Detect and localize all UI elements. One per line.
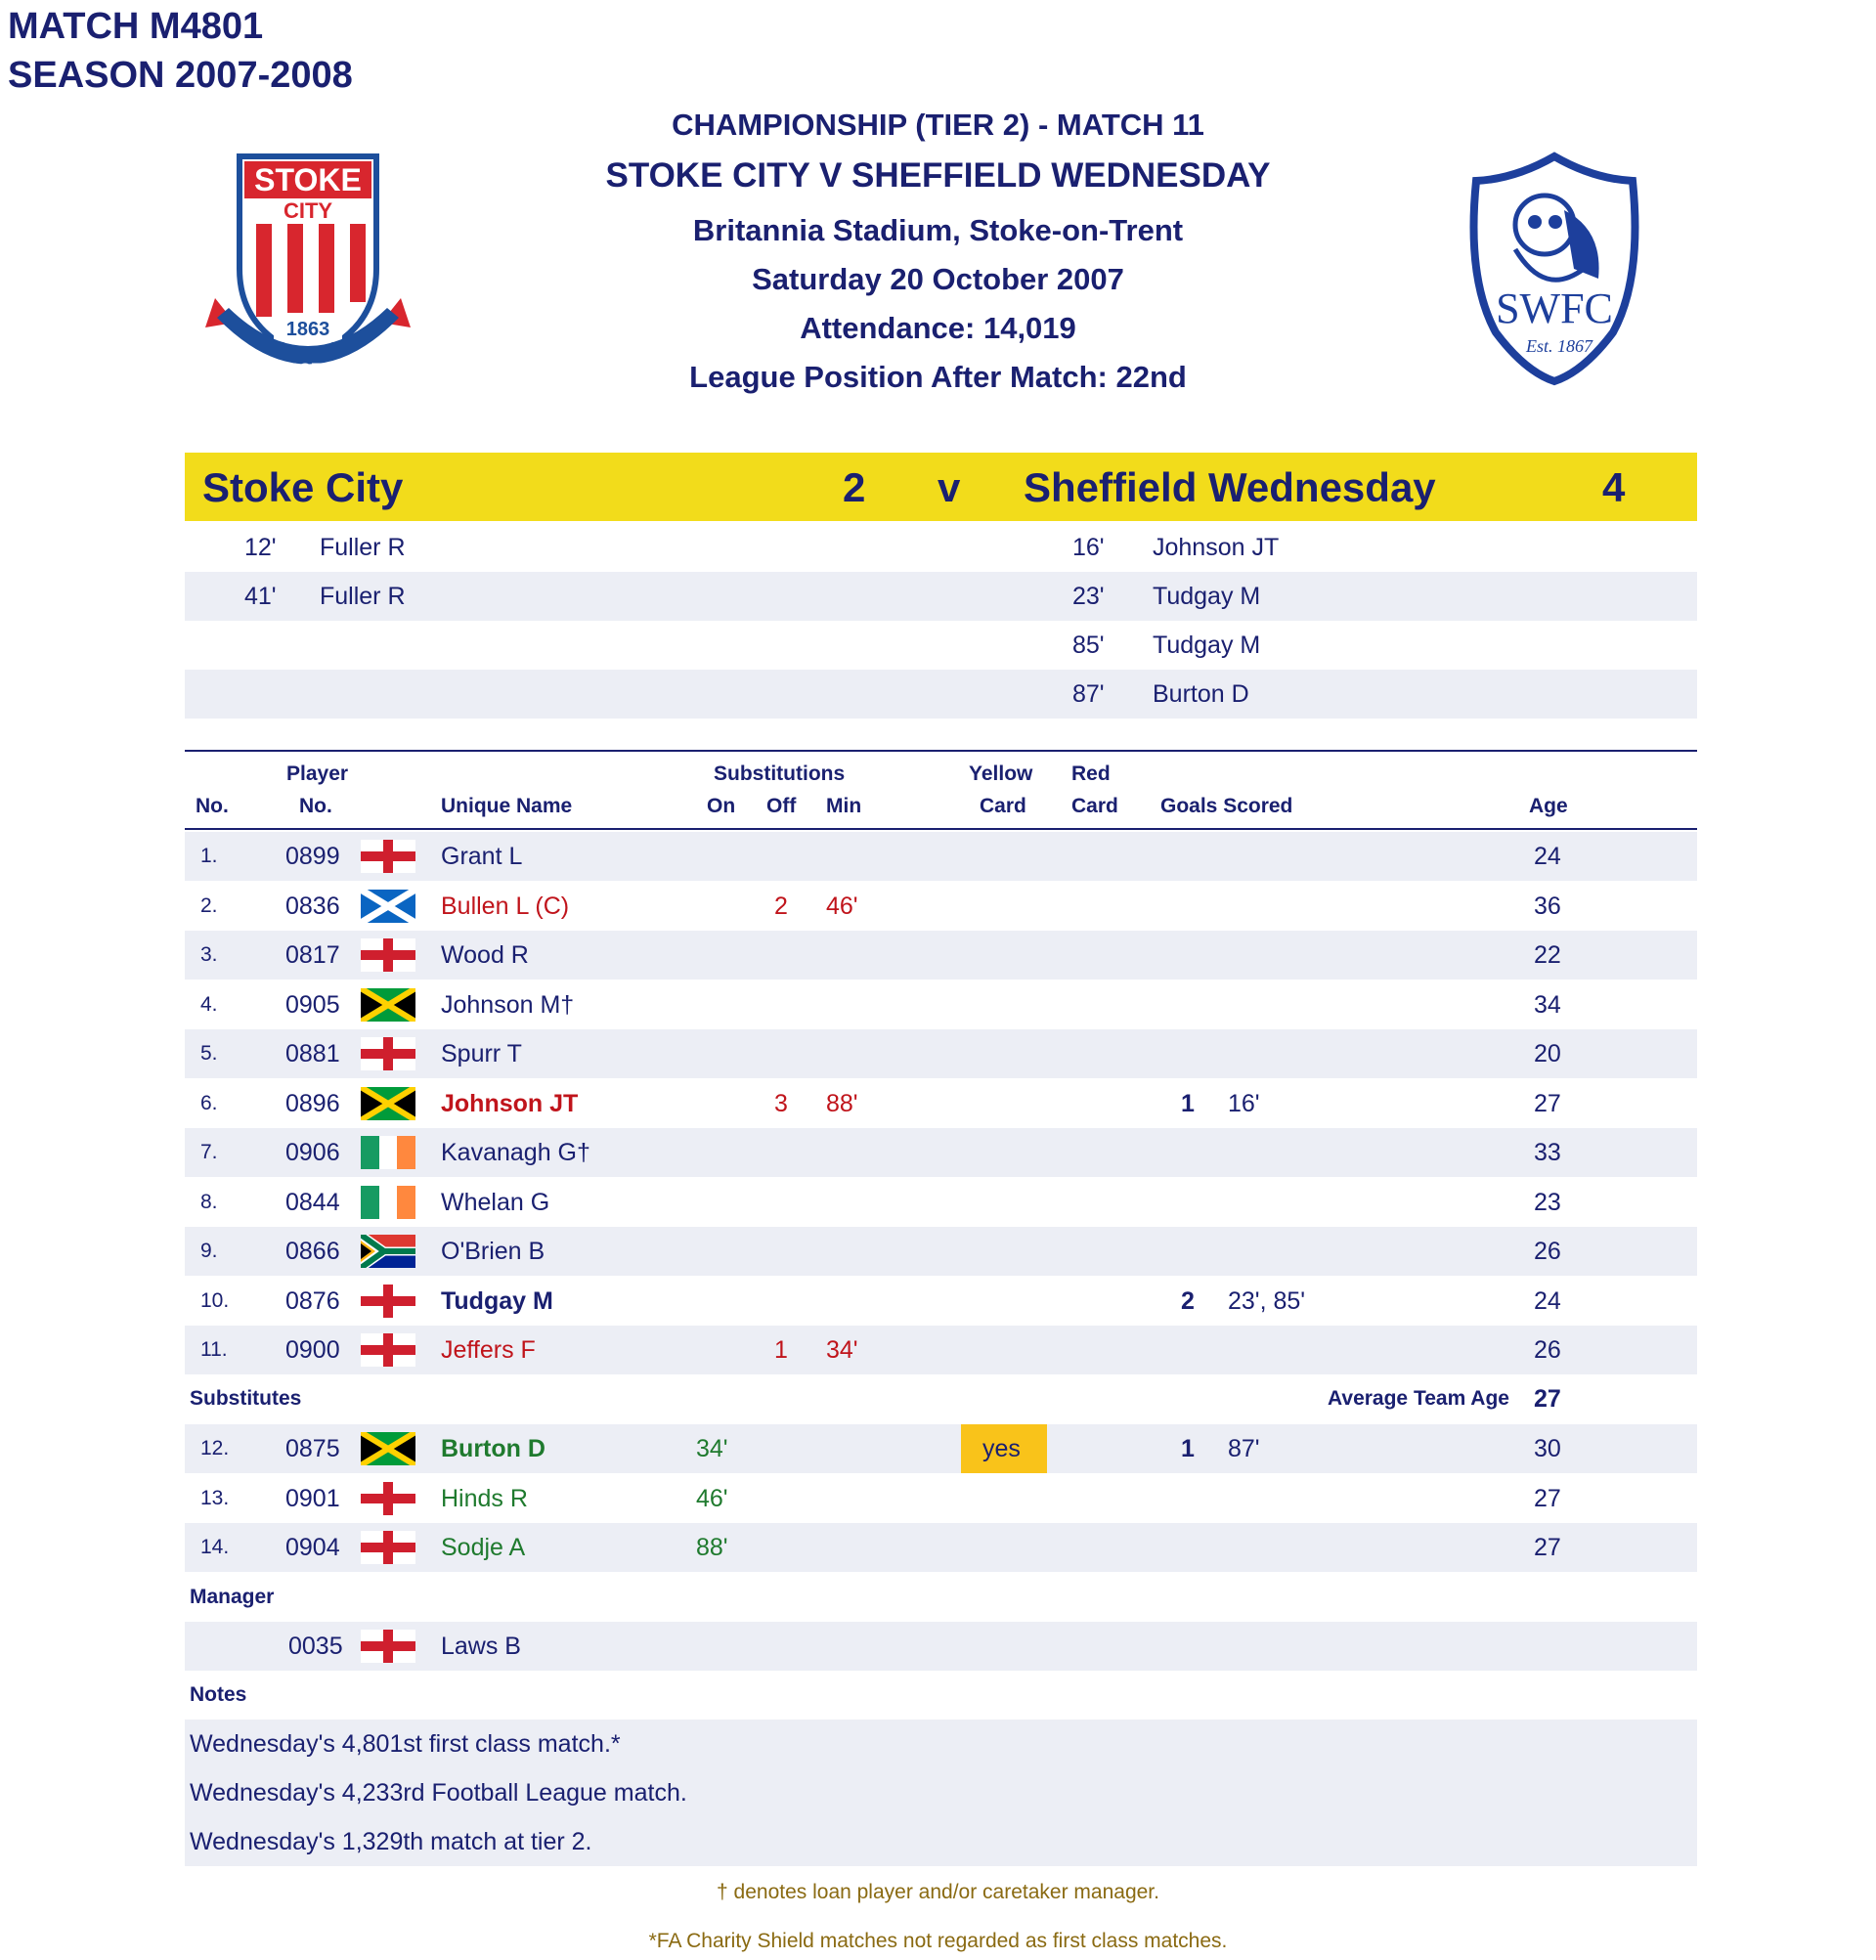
- player-number: 0876: [285, 1286, 340, 1315]
- player-number: 0904: [285, 1534, 340, 1561]
- away-goal-minute: 85': [1072, 632, 1105, 659]
- yellow-card-value: yes: [982, 1435, 1021, 1462]
- away-team-name: Sheffield Wednesday: [1024, 464, 1436, 510]
- scotland-flag-icon: [361, 890, 415, 923]
- col-unique-name: Unique Name: [441, 795, 573, 817]
- player-number: 0881: [285, 1040, 340, 1067]
- col-min: Min: [826, 795, 862, 817]
- home-team-name: Stoke City: [202, 464, 404, 510]
- shirt-number: 3.: [200, 943, 218, 966]
- table-header-rule: [185, 828, 1697, 830]
- player-age: 23: [1534, 1188, 1561, 1216]
- manager-player-no: 0035: [288, 1633, 343, 1660]
- goal-minutes: 87': [1228, 1435, 1260, 1462]
- sub-on-minute: 88': [696, 1534, 728, 1561]
- away-goal-minute: 23': [1072, 583, 1105, 610]
- sub-minute: 88': [826, 1089, 858, 1117]
- player-age: 36: [1534, 892, 1561, 920]
- goals-count: 1: [1181, 1435, 1195, 1462]
- notes-label: Notes: [190, 1683, 247, 1706]
- note-item: Wednesday's 4,233rd Football League match.: [190, 1779, 687, 1807]
- player-number: 0844: [285, 1188, 340, 1216]
- player-number: 0900: [285, 1336, 340, 1364]
- player-number: 0836: [285, 892, 340, 920]
- sub-off-number: 1: [774, 1336, 788, 1364]
- col-off: Off: [766, 795, 797, 817]
- england-flag-icon: [361, 1333, 415, 1367]
- goals-count: 2: [1181, 1286, 1195, 1315]
- player-age: 24: [1534, 843, 1561, 870]
- player-number: 0866: [285, 1238, 340, 1265]
- shirt-number: 9.: [200, 1240, 218, 1262]
- average-age-label: Average Team Age: [1328, 1387, 1509, 1410]
- england-flag-icon: [361, 938, 415, 972]
- league-position: League Position After Match: 22nd: [689, 360, 1187, 394]
- player-name: Johnson JT: [441, 1089, 579, 1117]
- sub-minute: 34': [826, 1336, 858, 1364]
- home-goal-minute: 12': [244, 534, 277, 561]
- svg-text:Est. 1867: Est. 1867: [1525, 336, 1593, 356]
- fixture: STOKE CITY V SHEFFIELD WEDNESDAY: [605, 156, 1271, 195]
- player-name: Bullen L (C): [441, 892, 570, 920]
- jamaica-flag-icon: [361, 1432, 415, 1465]
- season: SEASON 2007-2008: [8, 55, 353, 96]
- player-number: 0905: [285, 990, 340, 1019]
- player-name: Spurr T: [441, 1040, 522, 1067]
- home-goal-scorer: Fuller R: [320, 534, 406, 561]
- shirt-number: 5.: [200, 1042, 218, 1065]
- goal-row: [185, 670, 1697, 719]
- footnote-loan: † denotes loan player and/or caretaker manager.: [717, 1881, 1159, 1903]
- ireland-flag-icon: [361, 1136, 415, 1169]
- shirt-number: 12.: [200, 1437, 230, 1459]
- note-item: Wednesday's 1,329th match at tier 2.: [190, 1828, 592, 1855]
- goal-row: [185, 621, 1697, 670]
- goal-row: [185, 523, 1697, 572]
- versus: v: [938, 464, 961, 510]
- substitutes-label: Substitutes: [190, 1387, 302, 1410]
- player-name: O'Brien B: [441, 1238, 545, 1265]
- footnote-charity-shield: *FA Charity Shield matches not regarded as first class matches.: [648, 1930, 1228, 1952]
- sub-off-number: 2: [774, 892, 788, 920]
- player-name: Burton D: [441, 1435, 545, 1462]
- col-yellow-bottom: Card: [980, 795, 1026, 817]
- player-name: Sodje A: [441, 1534, 526, 1561]
- svg-text:THE POTTERS: THE POTTERS: [249, 360, 367, 378]
- player-name: Kavanagh G†: [441, 1139, 590, 1166]
- goal-minutes: 16': [1228, 1089, 1260, 1117]
- shirt-number: 8.: [200, 1190, 218, 1213]
- shirt-number: 1.: [200, 845, 218, 867]
- shirt-number: 11.: [200, 1338, 228, 1361]
- svg-text:CITY: CITY: [283, 198, 333, 223]
- attendance: Attendance: 14,019: [800, 311, 1076, 345]
- away-goal-scorer: Tudgay M: [1153, 583, 1261, 610]
- stoke-city-crest: [205, 152, 411, 386]
- svg-text:1863: 1863: [285, 319, 330, 340]
- shirt-number: 2.: [200, 893, 218, 917]
- southafrica-flag-icon: [361, 1235, 415, 1268]
- col-age: Age: [1529, 795, 1568, 817]
- player-name: Wood R: [441, 941, 529, 969]
- player-number: 0875: [285, 1435, 340, 1462]
- home-goal-minute: 41': [244, 583, 277, 610]
- away-goal-minute: 87': [1072, 680, 1105, 708]
- col-red-bottom: Card: [1071, 795, 1118, 817]
- player-name: Whelan G: [441, 1188, 550, 1216]
- player-age: 26: [1534, 1238, 1561, 1265]
- player-number: 0906: [285, 1139, 340, 1166]
- col-no: No.: [196, 795, 229, 817]
- player-age: 27: [1534, 1534, 1561, 1561]
- competition: CHAMPIONSHIP (TIER 2) - MATCH 11: [672, 108, 1204, 142]
- player-age: 27: [1534, 1484, 1561, 1512]
- sub-minute: 46': [826, 892, 858, 920]
- jamaica-flag-icon: [361, 988, 415, 1022]
- player-name: Jeffers F: [441, 1336, 536, 1364]
- player-number: 0896: [285, 1089, 340, 1117]
- player-age: 27: [1534, 1089, 1561, 1117]
- player-name: Grant L: [441, 843, 523, 870]
- player-age: 22: [1534, 941, 1561, 969]
- match-id: MATCH M4801: [8, 6, 264, 47]
- england-flag-icon: [361, 1482, 415, 1515]
- col-player-bottom: No.: [299, 795, 332, 817]
- col-player-top: Player: [286, 762, 349, 785]
- player-age: 30: [1534, 1435, 1561, 1462]
- away-goal-scorer: Burton D: [1153, 680, 1249, 708]
- player-name: Hinds R: [441, 1484, 528, 1512]
- table-top-rule: [185, 750, 1697, 752]
- venue: Britannia Stadium, Stoke-on-Trent: [692, 213, 1184, 247]
- col-goals-scored: Goals Scored: [1160, 795, 1293, 817]
- shirt-number: 13.: [200, 1486, 230, 1509]
- goals-count: 1: [1181, 1089, 1195, 1117]
- sub-on-minute: 46': [696, 1484, 728, 1512]
- score-bar: [185, 453, 1697, 521]
- england-flag-icon: [361, 1531, 415, 1564]
- note-item: Wednesday's 4,801st first class match.*: [190, 1730, 621, 1758]
- player-number: 0817: [285, 941, 340, 969]
- england-flag-icon: [361, 1037, 415, 1070]
- sheffield-wednesday-crest: [1457, 152, 1652, 386]
- player-age: 24: [1534, 1286, 1561, 1315]
- home-goals: 2: [843, 464, 866, 510]
- player-age: 26: [1534, 1336, 1561, 1364]
- england-flag-icon: [361, 840, 415, 873]
- shirt-number: 6.: [200, 1091, 218, 1114]
- player-age: 20: [1534, 1040, 1561, 1067]
- shirt-number: 10.: [200, 1288, 230, 1312]
- home-goal-scorer: Fuller R: [320, 583, 406, 610]
- col-red-top: Red: [1071, 762, 1111, 785]
- svg-text:SWFC: SWFC: [1496, 284, 1613, 332]
- shirt-number: 4.: [200, 992, 218, 1016]
- player-age: 33: [1534, 1139, 1561, 1166]
- england-flag-icon: [361, 1630, 415, 1663]
- jamaica-flag-icon: [361, 1087, 415, 1120]
- sub-on-minute: 34': [696, 1435, 728, 1462]
- manager-label: Manager: [190, 1586, 275, 1608]
- player-number: 0899: [285, 843, 340, 870]
- manager-name: Laws B: [441, 1633, 521, 1660]
- goal-minutes: 23', 85': [1228, 1286, 1306, 1315]
- away-goal-scorer: Tudgay M: [1153, 632, 1261, 659]
- ireland-flag-icon: [361, 1186, 415, 1219]
- away-goal-minute: 16': [1072, 534, 1105, 561]
- col-substitutions: Substitutions: [714, 762, 846, 785]
- sub-off-number: 3: [774, 1089, 788, 1117]
- col-yellow-top: Yellow: [969, 762, 1033, 785]
- match-date: Saturday 20 October 2007: [752, 262, 1124, 296]
- england-flag-icon: [361, 1285, 415, 1318]
- shirt-number: 7.: [200, 1141, 218, 1163]
- average-age-value: 27: [1534, 1385, 1561, 1413]
- goal-row: [185, 572, 1697, 621]
- shirt-number: 14.: [200, 1536, 230, 1558]
- svg-text:STOKE: STOKE: [254, 162, 362, 197]
- player-number: 0901: [285, 1484, 340, 1512]
- player-age: 34: [1534, 990, 1561, 1019]
- away-goal-scorer: Johnson JT: [1153, 534, 1280, 561]
- col-on: On: [707, 795, 736, 817]
- player-name: Tudgay M: [441, 1286, 553, 1315]
- away-goals: 4: [1602, 464, 1626, 510]
- player-name: Johnson M†: [441, 990, 575, 1019]
